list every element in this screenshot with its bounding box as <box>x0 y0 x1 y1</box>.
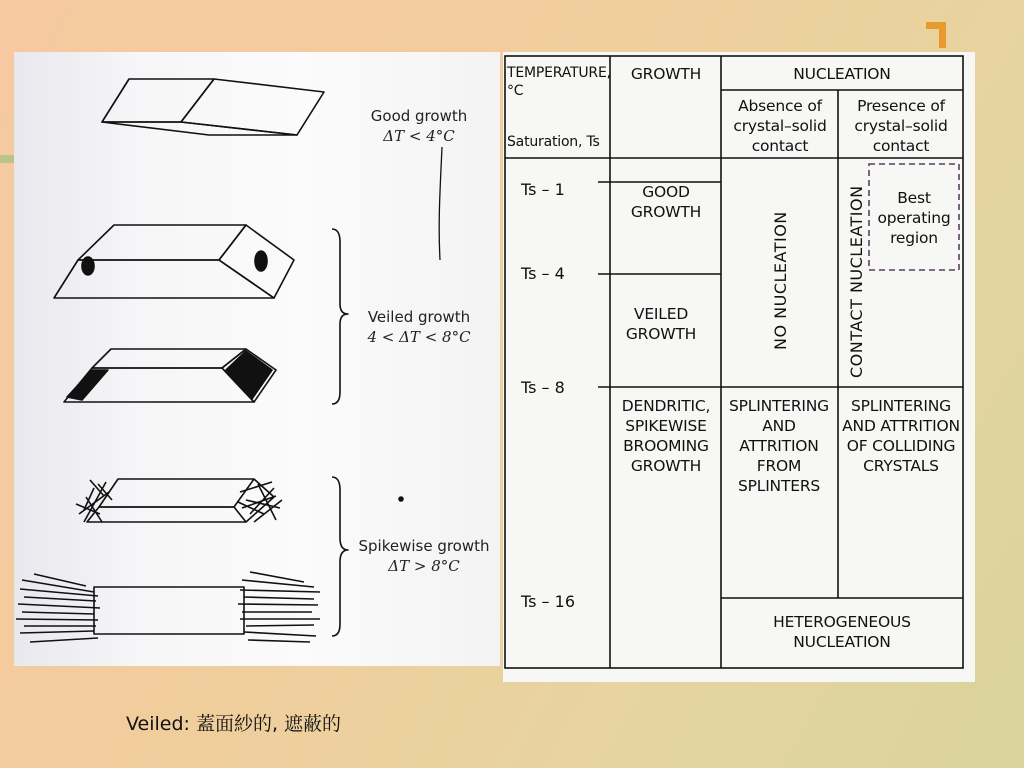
cell-veiled-growth: VEILED GROWTH <box>625 305 697 343</box>
spikewise-growth-title: Spikewise growth <box>358 537 490 555</box>
spikewise-growth-condition: ΔT > 8°C <box>388 557 460 575</box>
level-ts-4: Ts – 4 <box>521 264 565 283</box>
header-absence: Absence of crystal–solid contact <box>733 97 827 155</box>
best-region-label: Best operating region <box>877 189 951 247</box>
good-growth-condition: ΔT < 4°C <box>383 127 455 145</box>
nucleation-table-figure <box>503 52 975 682</box>
slide-caption: Veiled: 蓋面紗的, 遮蔽的 <box>126 713 342 735</box>
veiled-growth-crystal-1 <box>54 225 294 298</box>
level-ts-8: Ts – 8 <box>521 378 565 397</box>
cell-splinter-presence: SPLINTERING AND ATTRITION OF COLLIDING CRYSTALS <box>842 397 960 475</box>
header-growth: GROWTH <box>630 65 702 83</box>
cell-dendritic-growth: DENDRITIC, SPIKEWISE BROOMING GROWTH <box>621 397 711 475</box>
veiled-growth-condition: 4 < ΔT < 8°C <box>367 328 471 346</box>
corner-bracket-icon <box>926 22 946 48</box>
level-ts-16: Ts – 16 <box>521 592 575 611</box>
veiled-growth-label <box>344 307 494 347</box>
header-saturation: Saturation, Ts <box>507 134 600 150</box>
veiled-growth-crystal-2 <box>64 349 276 402</box>
header-nucleation: NUCLEATION <box>793 65 891 83</box>
good-growth-crystal <box>102 79 324 135</box>
level-ts-1: Ts – 1 <box>521 180 565 199</box>
contact-nucleation-label: CONTACT NUCLEATION <box>847 185 866 378</box>
header-presence: Presence of crystal–solid contact <box>854 97 948 155</box>
spikewise-growth-label <box>349 536 499 576</box>
crystal-growth-figure <box>14 52 500 666</box>
good-growth-title: Good growth <box>370 107 468 125</box>
no-nucleation-label: NO NUCLEATION <box>771 211 790 350</box>
decorative-line <box>0 155 14 163</box>
veiled-growth-title: Veiled growth <box>367 308 471 326</box>
cell-splinter-absence: SPLINTERING AND ATTRITION FROM SPLINTERS <box>729 397 829 495</box>
cell-heterogeneous: HETEROGENEOUS NUCLEATION <box>773 613 911 651</box>
good-growth-label <box>344 106 494 146</box>
header-temperature: TEMPERATURE, °C <box>507 65 611 99</box>
spikewise-crystal-1 <box>76 479 282 522</box>
cell-good-growth: GOOD GROWTH <box>630 183 702 221</box>
spikewise-crystal-2 <box>16 572 320 642</box>
